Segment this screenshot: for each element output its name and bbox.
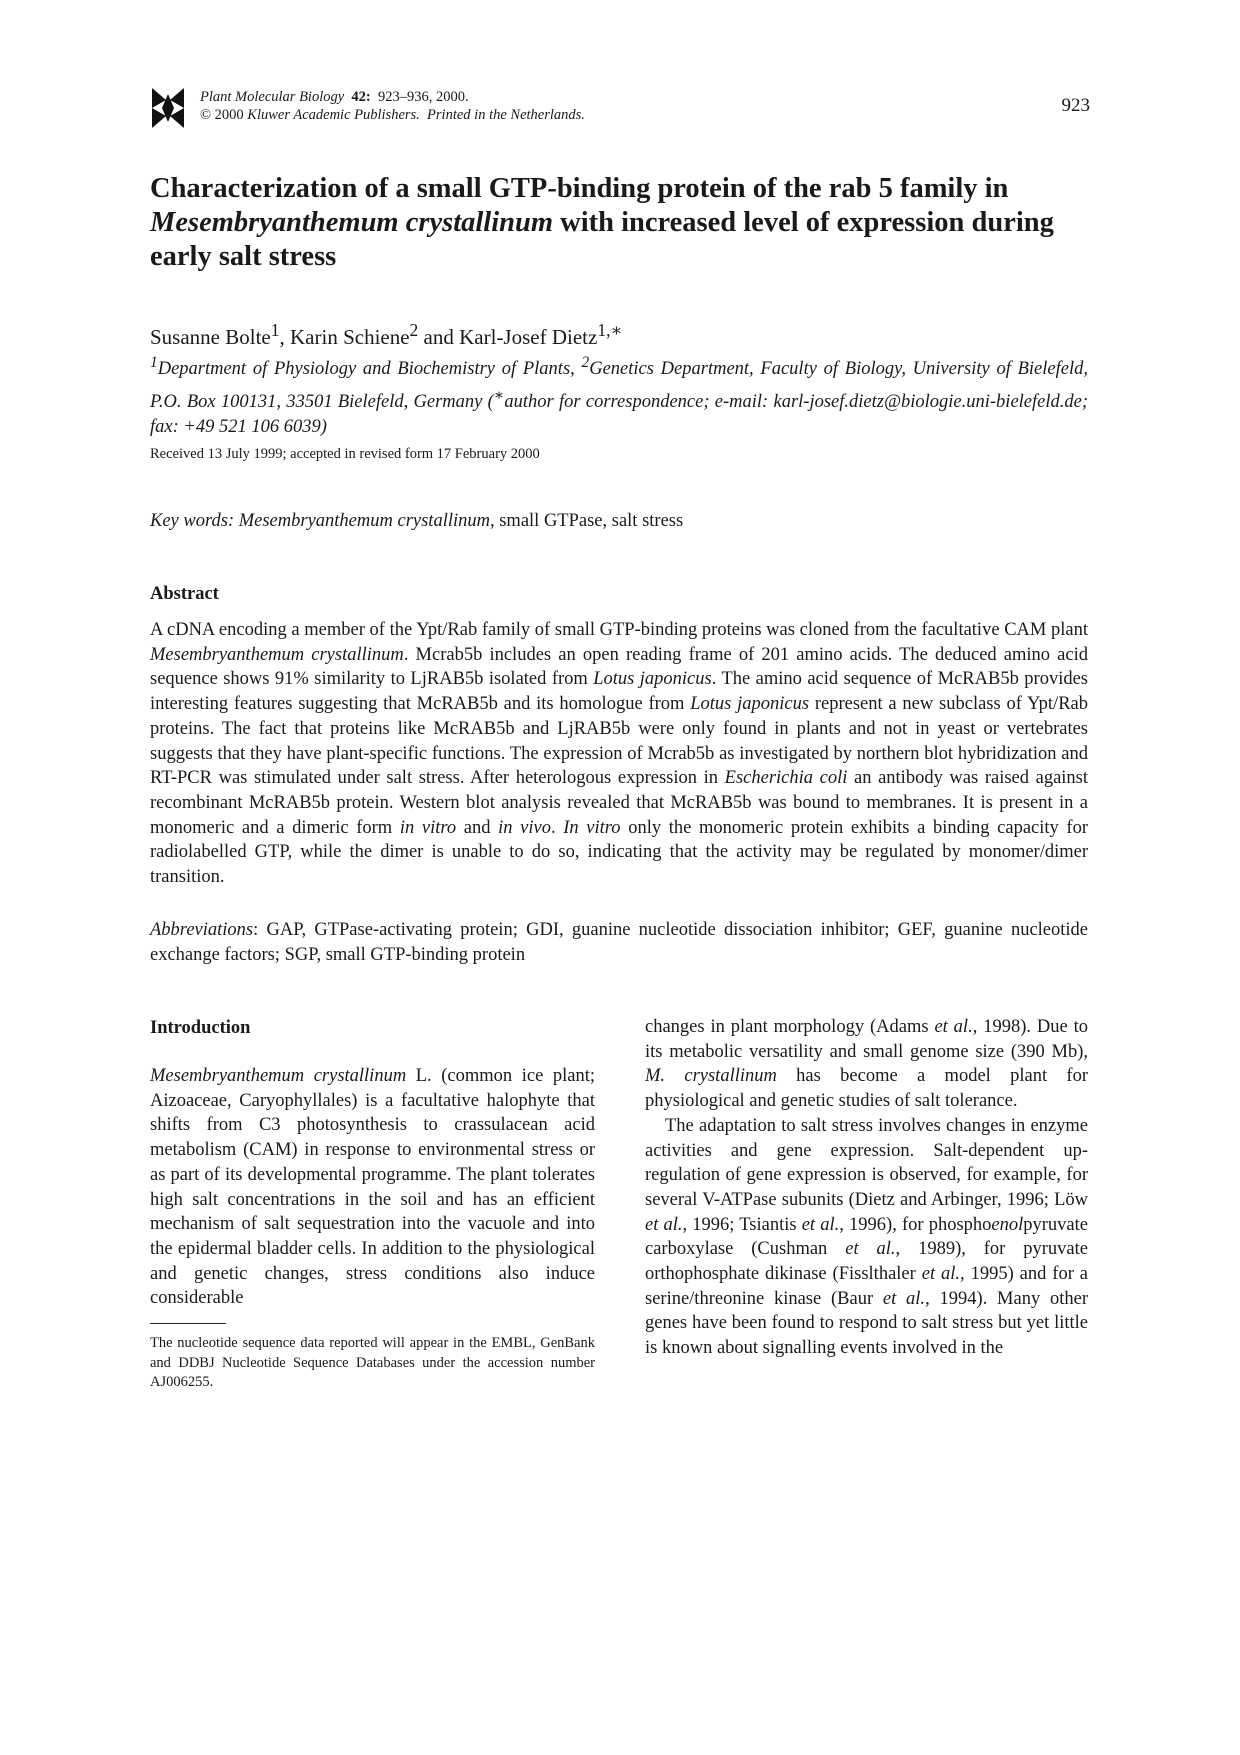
footnote: The nucleotide sequence data reported will appear in the EMBL, GenBank and DDBJ Nucleotide Sequence Databases under the accession number AJ006255. [150, 1335, 595, 1390]
author-name: Susanne Bolte [150, 325, 271, 349]
author-affiliation-mark: 1,∗ [597, 320, 623, 340]
printed-location: Printed in the Netherlands. [427, 107, 585, 123]
title-species: Mesembryanthemum crystallinum [150, 207, 553, 238]
keyword-species: Mesembryanthemum crystallinum [238, 511, 490, 531]
copyright-year: 2000 [214, 107, 244, 123]
abbreviations-text: : GAP, GTPase-activating protein; GDI, guanine nucleotide dissociation inhibitor; GEF, guanine nucleotide exchange factors; SGP, small GTP-binding protein [150, 920, 1088, 965]
keywords [150, 511, 683, 532]
left-column-text: Mesembryanthemum crystallinum L. (common ice plant; Aizoaceae, Caryophyllales) is a facultative halophyte that shifts from C3 photosynthesis to crassulacean acid metabolism (CAM) in response to environmental stress or as part of its developmental programme. The plant tolerates high salt concentrations in the soil and has an efficient mechanism of salt sequestration into the vacuole and into the epidermal bladder cells. In addition to the physiological and genetic changes, stress conditions also induce considerable [150, 1066, 595, 1309]
affiliations [150, 350, 1088, 441]
footnote-rule [150, 1323, 226, 1324]
title-line-3: early salt stress [150, 241, 337, 272]
abbreviations-label: Abbreviations [150, 920, 254, 940]
journal-name: Plant Molecular Biology [200, 89, 345, 105]
keywords-rest: , small GTPase, salt stress [489, 511, 684, 531]
abstract-heading: Abstract [150, 584, 219, 604]
author-name: Karl-Josef Dietz [459, 325, 598, 349]
publisher-logo-icon [150, 86, 186, 130]
correspondence-mark: ∗ [493, 386, 505, 404]
paragraph: The adaptation to salt stress involves changes in enzyme activities and gene expression. Salt-dependent up-regulation of gene expression is observed, for example, for several V-ATPase subunits (Dietz and Arbinger, 1996; Löw et al., 1996; Tsiantis et al., 1996), for phosphoenolpyruvate carboxylase (Cushman et al., 1989), for pyruvate orthophosphate dikinase (Fisslthaler et al., 1995) and for a serine/threonine kinase (Baur et al., 1994). Many other genes have been found to respond to salt stress but yet little is known about signalling events involved in the [645, 1115, 1088, 1359]
author-name: Karin Schiene [290, 325, 410, 349]
received-dates: Received 13 July 1999; accepted in revised form 17 February 2000 [150, 446, 540, 462]
copyright-symbol: © [200, 107, 212, 123]
title-line-2: with increased level of expression during [560, 207, 1054, 238]
journal-volume: 42: [351, 89, 371, 105]
title-line-1: Characterization of a small GTP-binding protein of the rab 5 family in [150, 173, 1009, 204]
author-affiliation-mark: 2 [409, 320, 419, 340]
author-separator: and [418, 325, 460, 349]
paragraph: changes in plant morphology (Adams et al., 1998). Due to its metabolic versatility and small genome size (390 Mb), M. crystallinum has become a model plant for physiological and genetic studies of salt tolerance. [645, 1017, 1088, 1112]
author-separator: , [279, 325, 290, 349]
introduction-heading: Introduction [150, 1018, 251, 1038]
affiliation-mark: 2 [581, 354, 590, 371]
article-title [150, 172, 1110, 274]
affiliation-text: Department of Physiology and Biochemistry of Plants, [157, 359, 582, 380]
publisher-name: Kluwer Academic Publishers. [247, 107, 420, 123]
author-list [150, 317, 622, 350]
copyright-line [200, 106, 585, 124]
affiliation-contact: author for correspondence; e-mail: karl-josef.dietz@biologie.uni-bielefeld.de; fax: +49 521 106 6039) [150, 391, 1088, 438]
keywords-label: Key words: [150, 511, 235, 531]
affiliation-mark: 1 [150, 354, 158, 371]
journal-pages-year: 923–936, 2000. [378, 89, 469, 105]
affiliation-text: Genetics Department, Faculty of Biology, University of Bielefeld, P.O. Box 100131, 33501 Bielefeld, Germany ( [150, 359, 1088, 412]
journal-citation [200, 88, 469, 106]
abbreviations [150, 918, 1088, 967]
author-affiliation-mark: 1 [270, 320, 280, 340]
abstract-body: A cDNA encoding a member of the Ypt/Rab family of small GTP-binding proteins was cloned from the facultative CAM plant Mesembryanthemum crystallinum. Mcrab5b includes an open reading frame of 201 amino acids. The deduced amino acid sequence shows 91% similarity to LjRAB5b isolated from Lotus japonicus. The amino acid sequence of McRAB5b provides interesting features suggesting that McRAB5b and its homologue from Lotus japonicus represent a new subclass of Ypt/Rab proteins. The fact that proteins like McRAB5b and LjRAB5b were only found in plants and not in yeast or vertebrates suggests that they have plant-specific functions. The expression of Mcrab5b as investigated by northern blot hybridization and RT-PCR was stimulated under salt stress. After heterologous expression in Escherichia coli an antibody was raised against recombinant McRAB5b protein. Western blot analysis revealed that McRAB5b was bound to membranes. It is present in a monomeric and a dimeric form in vitro and in vivo. In vitro only the monomeric protein exhibits a binding capacity for radiolabelled GTP, while the dimer is unable to do so, indicating that the activity may be regulated by monomer/dimer transition. [150, 620, 1089, 888]
right-column-text [645, 1015, 1088, 1361]
page-number: 923 [1061, 95, 1090, 116]
